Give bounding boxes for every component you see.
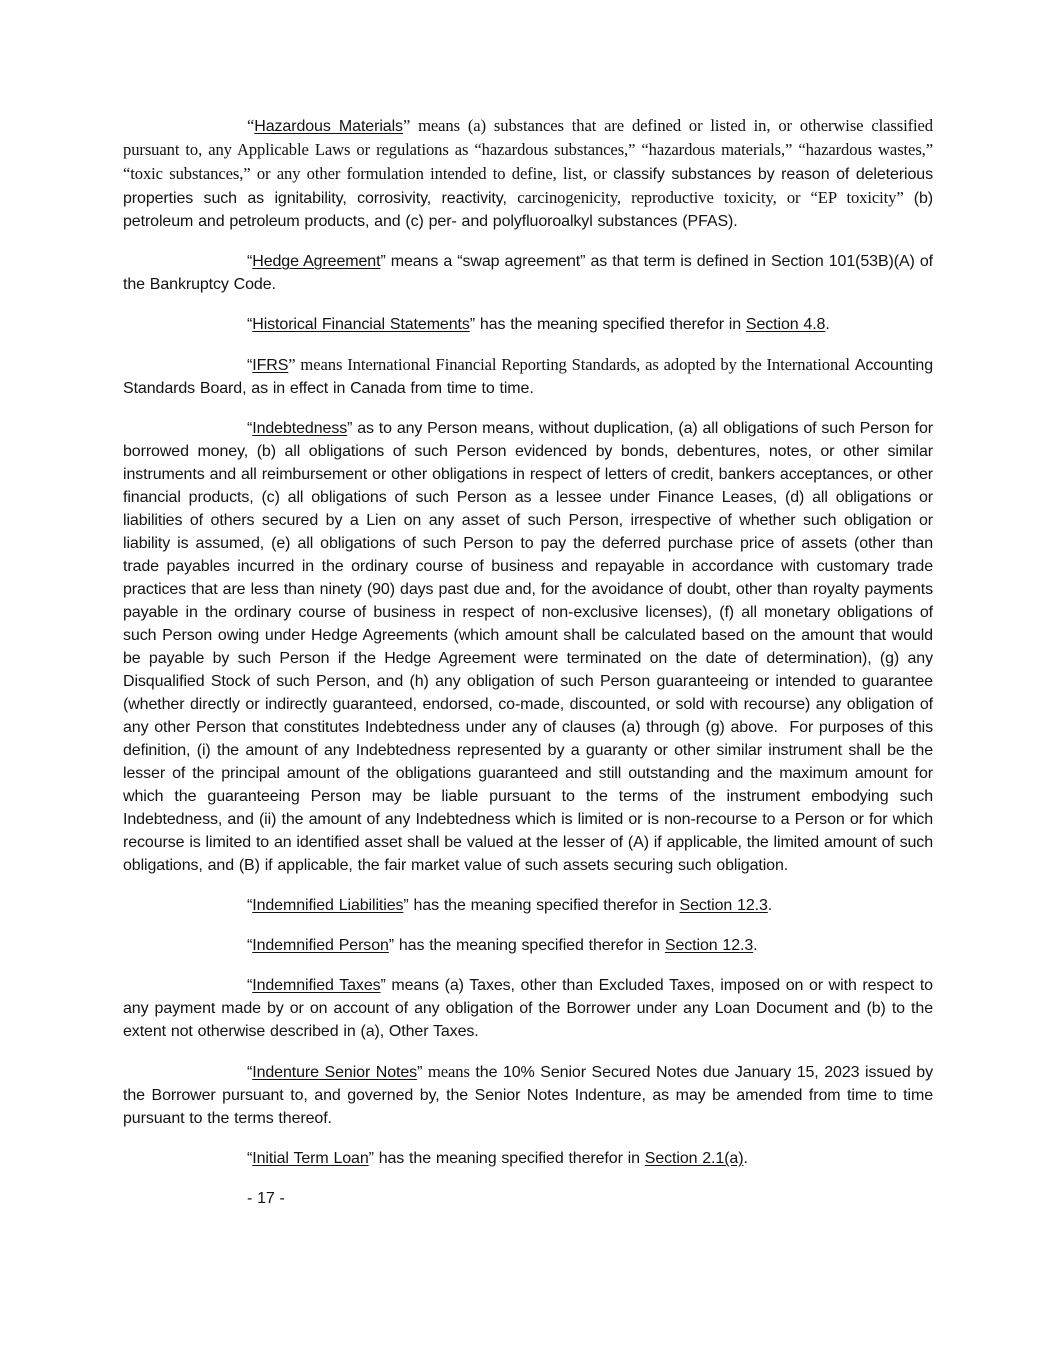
defined-term: Indemnified Liabilities xyxy=(252,897,404,914)
text-run: “ xyxy=(247,116,255,135)
defined-term: Indenture Senior Notes xyxy=(252,1064,418,1081)
text-run: . xyxy=(767,897,773,914)
page-number: - 17 - xyxy=(247,1190,285,1207)
text-run: carcinogenicity, reproductive toxicity, or “EP toxicity” xyxy=(517,188,914,207)
text-run: . xyxy=(753,937,758,954)
defined-term: Historical Financial Statements xyxy=(252,316,470,333)
text-run: “ xyxy=(247,253,253,270)
text-run: “ xyxy=(247,937,253,954)
text-run: “ xyxy=(247,897,253,914)
text-run: classify substances by reason of deleterious properties such as ignitability, corrosivity, reactivity, xyxy=(123,166,933,207)
text-run: ” xyxy=(417,1064,428,1081)
definition-paragraph-hazardous-materials xyxy=(123,114,933,233)
text-run: . xyxy=(743,1150,748,1167)
text-run: (b) petroleum and petroleum products, and (c) per- and polyfluoroalkyl substances (PFAS). xyxy=(123,190,933,230)
text-run: the 10% Senior Secured Notes due January 15, 2023 issued by the Borrower pursuant to, and governed by, the Senior Notes Indenture, as may be amended from time to time pursuant to the terms thereof. xyxy=(123,1064,933,1127)
defined-term: Indebtedness xyxy=(252,420,348,437)
definition-paragraph-indemnified-taxes xyxy=(123,974,933,1043)
definition-paragraph-indemnified-liabilities xyxy=(123,894,933,917)
section-reference: Section 12.3 xyxy=(664,937,754,954)
text-run: “ xyxy=(247,420,253,437)
text-run: ” means a “swap agreement” as that term is defined in Section 101(53B)(A) of the Bankruptcy Code. xyxy=(123,253,934,293)
definition-paragraph-ifrs xyxy=(123,353,933,400)
defined-term: Hazardous Materials xyxy=(254,118,403,135)
defined-term: Hedge Agreement xyxy=(252,253,381,270)
defined-term: Indemnified Taxes xyxy=(252,977,381,994)
text-run: “ xyxy=(247,357,253,374)
text-run: . xyxy=(825,316,830,333)
text-run: means xyxy=(427,1062,470,1081)
text-run: ” means (a) Taxes, other than Excluded Taxes, imposed on or with respect to any payment made by or on account of any obligation of the Borrower under any Loan Document and (b) to the extent not otherwise described in (a), Other Taxes. xyxy=(123,977,933,1040)
definition-paragraph-indebtedness xyxy=(123,417,933,877)
definition-paragraph-hedge-agreement xyxy=(123,250,933,296)
defined-term: Indemnified Person xyxy=(252,937,389,954)
text-run: Accounting Standards Board, as in effect in Canada from time to time. xyxy=(123,357,933,397)
definition-paragraph-historical-financial-statements xyxy=(123,313,933,336)
defined-term: IFRS xyxy=(252,357,289,374)
text-run: ” has the meaning specified therefor in xyxy=(403,897,680,914)
section-reference: Section 4.8 xyxy=(745,316,826,333)
definition-paragraph-initial-term-loan xyxy=(123,1147,933,1170)
text-run: ” has the meaning specified therefor in xyxy=(368,1150,645,1167)
section-reference: Section 12.3 xyxy=(679,897,768,914)
defined-term: Initial Term Loan xyxy=(252,1150,369,1167)
text-run: ” has the meaning specified therefor in xyxy=(388,937,665,954)
text-run: ” means (a) substances that are defined or listed in, or otherwise classified pursuant to, any Applicable Laws or regulations as “hazardous substances,” “hazardous materials,” “hazardous wastes,” “toxic substances,” or any other formulation intended to define, list, or xyxy=(123,116,933,183)
text-run: ” has the meaning specified therefor in xyxy=(469,316,746,333)
text-run: “ xyxy=(247,1064,253,1081)
text-run: ” as to any Person means, without duplication, (a) all obligations of such Person for borrowed money, (b) all obligations of such Person evidenced by bonds, debentures, notes, or other similar instruments and all reimbursement or other obligations in respect of letters of credit, bankers acceptances, or other financial products, (c) all obligations of such Person as a lessee under Finance Leases, (d) all obligations or liabilities of others secured by a Lien on any asset of such Person, irrespective of whether such obligation or liability is assumed, (e) all obligations of such Person to pay the deferred purchase price of assets (other than trade payables incurred in the ordinary course of business and repayable in accordance with customary trade practices that are less than ninety (90) days past due and, for the avoidance of doubt, other than royalty payments payable in the ordinary course of business in respect of non-exclusive licenses), (f) all monetary obligations of such Person owing under Hedge Agreements (which amount shall be calculated based on the amount that would be payable by such Person if the Hedge Agreement were terminated on the date of determination), (g) any Disqualified Stock of such Person, and (h) any obligation of such Person guaranteeing or intended to guarantee (whether directly or indirectly guaranteed, endorsed, co-made, discounted, or sold with recourse) any obligation of any other Person that constitutes Indebtedness under any of clauses (a) through (g) above. For purposes of this definition, (i) the amount of any Indebtedness represented by a guaranty or other similar instrument shall be the lesser of the principal amount of the obligations guaranteed and still outstanding and the maximum amount for which the guaranteeing Person may be liable pursuant to the terms of the instrument embodying such Indebtedness, and (ii) the amount of any Indebtedness which is limited or is non-recourse to a Person or for which recourse is limited to an identified asset shall be valued at the lesser of (A) if applicable, the limited amount of such obligations, and (B) if applicable, the fair market value of such assets securing such obligation. xyxy=(123,420,933,874)
text-run: ” means International Financial Reporting Standards, as adopted by the International xyxy=(288,355,855,374)
definition-paragraph-indemnified-person xyxy=(123,934,933,957)
definition-paragraph-indenture-senior-notes xyxy=(123,1060,933,1130)
document-body xyxy=(123,114,933,1227)
text-run: “ xyxy=(247,316,253,333)
text-run: “ xyxy=(247,1150,253,1167)
section-reference: Section 2.1(a) xyxy=(644,1150,744,1167)
text-run: “ xyxy=(247,977,253,994)
